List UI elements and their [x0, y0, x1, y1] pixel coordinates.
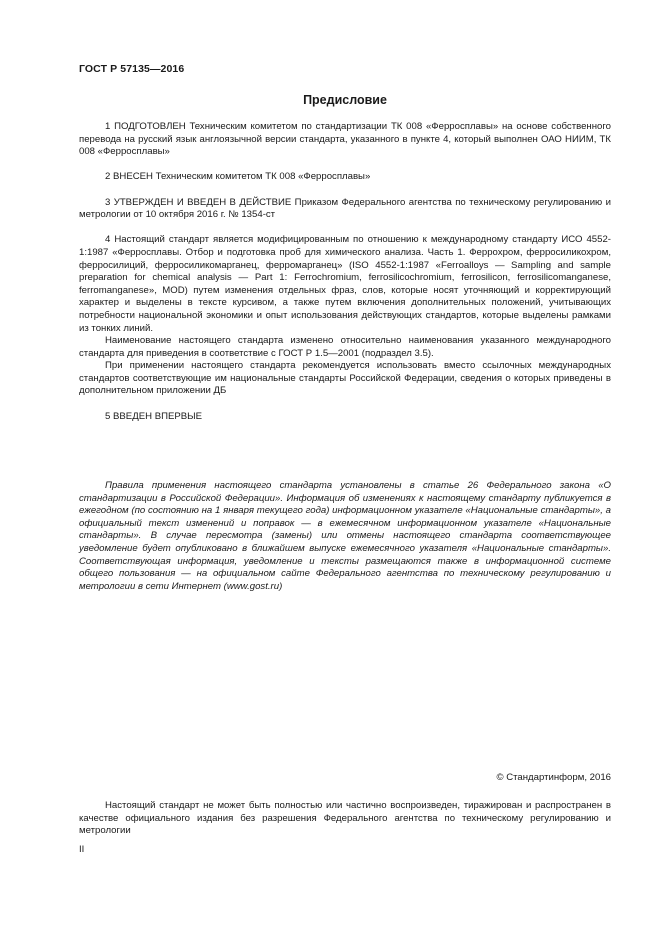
- section-4-name-note: Наименование настоящего стандарта изменено относительно наименования указанного международного стандарта для приведения в соответствие с ГОСТ Р 1.5—2001 (подраздел 3.5).: [79, 335, 611, 359]
- section-2: 2 ВНЕСЕН Техническим комитетом ТК 008 «Ферросплавы»: [105, 171, 371, 183]
- section-4-refs-note: При применении настоящего стандарта рекомендуется использовать вместо ссылочных международных стандартов соответствующие им национальные стандарты Российской Федерации, сведения о которых приведены в дополнительном приложении ДБ: [79, 360, 611, 397]
- copyright: © Стандартинформ, 2016: [496, 772, 611, 783]
- section-5: 5 ВВЕДЕН ВПЕРВЫЕ: [105, 410, 203, 422]
- document-id: ГОСТ Р 57135—2016: [79, 63, 185, 75]
- rules-note-block: [79, 480, 611, 593]
- footer-note: Настоящий стандарт не может быть полностью или частично воспроизведен, тиражирован и распространен в качестве официального издания без разрешения Федерального агентства по техническому регулированию и метрологии: [79, 800, 611, 837]
- section-4: 4 Настоящий стандарт является модифицированным по отношению к международному стандарту ИСО 4552-1:1987 «Ферросплавы. Отбор и подготовка проб для химического анализа. Часть 1. Феррохром, ферросиликохром, ферросилиций, ферросиликомарганец, ферромарганец» (ISO 4552-1:1987 «Ferroalloys — Sampling and sample preparation for chemical analysis — Part 1: Ferrochromium, ferrosilicochromium, ferrosilicon, ferrosilicomanganese, ferromanganese», MOD) путем изменения отдельных фраз, слов, которые носят уточняющий и корректирующий характер и выделены в тексте курсивом, а также путем включения дополнительных положений, учитывающих потребности национальной экономики и опыт использования действующих стандартов, которые выделены рамками из тонких линий.: [79, 234, 611, 334]
- footer-block: [79, 800, 611, 838]
- section-3: 3 УТВЕРЖДЕН И ВВЕДЕН В ДЕЙСТВИЕ Приказом Федерального агентства по техническому регулированию и метрологии от 10 октября 2016 г. № 1354-ст: [79, 196, 611, 221]
- page-number: II: [79, 844, 85, 855]
- rules-note: Правила применения настоящего стандарта установлены в статье 26 Федерального закона «О стандартизации в Российской Федерации». Информация об изменениях к настоящему стандарту публикуется в ежегодном (по состоянию на 1 января текущего года) информационном указателе «Национальные стандарты», а официальный текст изменений и поправок — в ежемесячном информационном указателе «Национальные стандарты». В случае пересмотра (замены) или отмены настоящего стандарта соответствующее уведомление будет опубликовано в ближайшем выпуске ежемесячного указателя «Национальные стандарты». Соответствующая информация, уведомление и тексты размещаются также в информационной системе общего пользования — на официальном сайте Федерального агентства по техническому регулированию и метрологии в сети Интернет (www.gost.ru): [79, 480, 611, 592]
- foreword-body: [79, 121, 611, 423]
- section-1: 1 ПОДГОТОВЛЕН Техническим комитетом по стандартизации ТК 008 «Ферросплавы» на основе собственного перевода на русский язык англоязычной версии стандарта, указанного в пункте 4, который выполнен ОАО НИИМ, ТК 008 «Ферросплавы»: [79, 121, 611, 158]
- page-title: Предисловие: [303, 93, 387, 107]
